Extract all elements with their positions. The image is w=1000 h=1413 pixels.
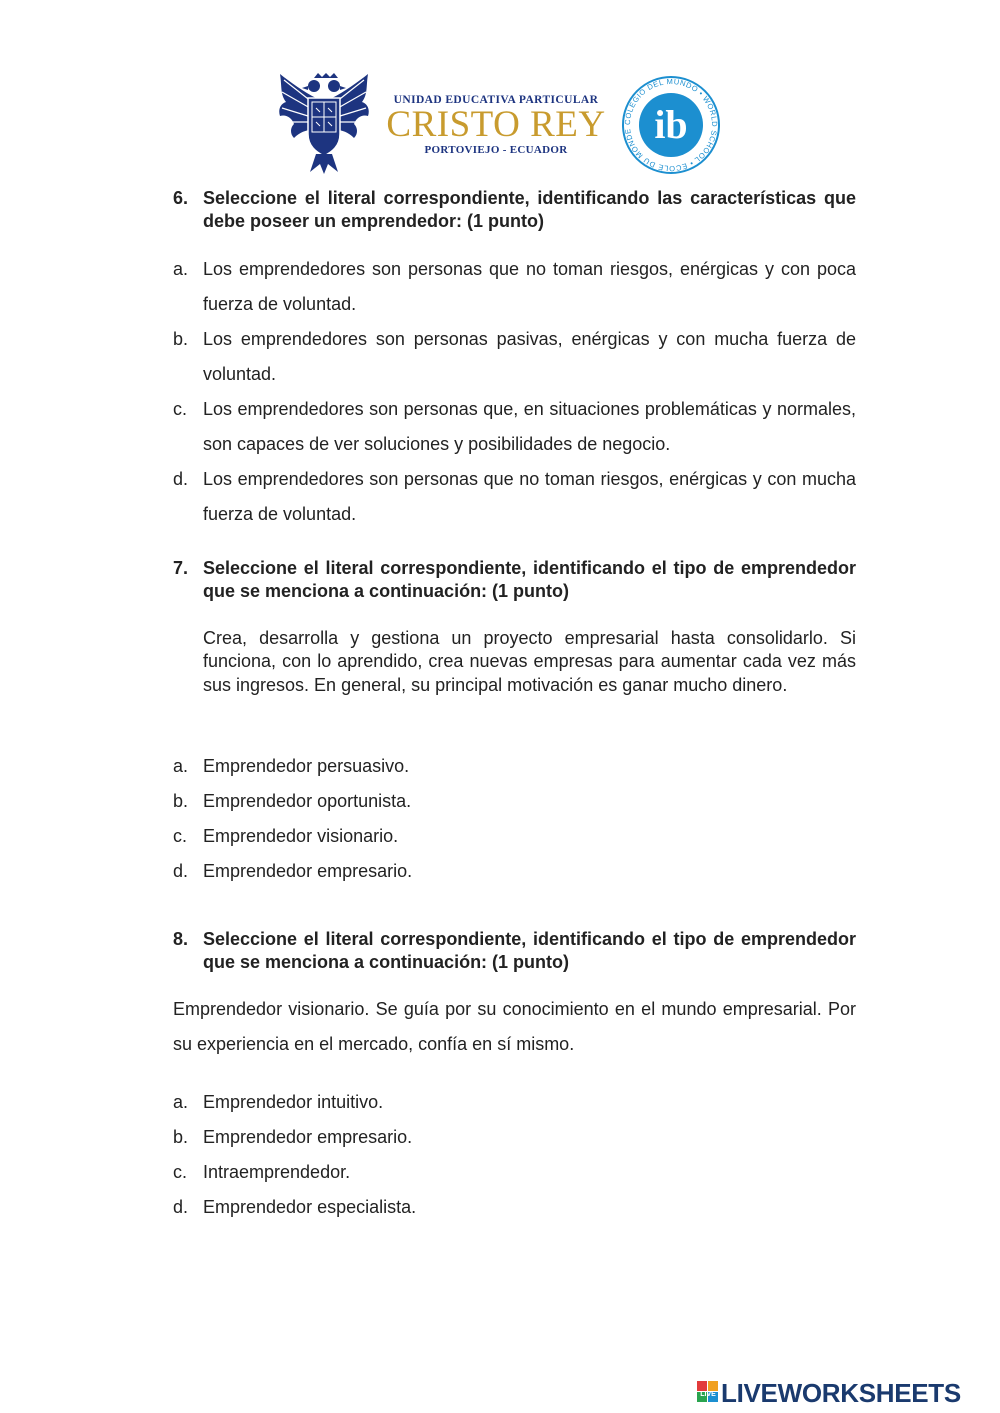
option-letter: d. (173, 861, 189, 881)
option-letter: c. (173, 826, 188, 846)
question-8-options (173, 1085, 856, 1225)
option-text: Emprendedor especialista. (203, 1197, 417, 1217)
option-b (173, 784, 856, 819)
ib-ring-text: COLEGIO DEL MUNDO • WORLD SCHOOL • ÉCOLE DU MONDE (622, 76, 720, 174)
option-letter: d. (173, 469, 189, 489)
question-text: Seleccione el literal correspondiente, identificando el tipo de emprendedor que se menciona a continuación: (1 punto) (203, 558, 856, 601)
question-8-prompt (173, 928, 856, 974)
option-d (173, 854, 856, 889)
option-text: Los emprendedores son personas que no toman riesgos, enérgicas y con mucha fuerza de voluntad. (203, 469, 856, 524)
option-text: Emprendedor intuitivo. (203, 1092, 384, 1112)
question-number: 7. (173, 558, 189, 578)
option-letter: b. (173, 329, 189, 349)
option-text: Emprendedor persuasivo. (203, 756, 410, 776)
option-b (173, 322, 856, 392)
option-a (173, 252, 856, 322)
option-letter: d. (173, 1197, 189, 1217)
question-7-options (173, 749, 856, 889)
question-7-description: Crea, desarrolla y gestiona un proyecto empresarial hasta consolidarlo. Si funciona, con lo aprendido, crea nuevas empresas para aumentar cada vez más sus ingresos. En general, su principal motivación es ganar mucho dinero. (203, 628, 856, 695)
option-text: Los emprendedores son personas que no toman riesgos, enérgicas y con poca fuerza de voluntad. (203, 259, 856, 314)
question-text: Seleccione el literal correspondiente, identificando las características que debe poseer un emprendedor: (1 punto) (203, 188, 856, 231)
ib-world-school-logo-icon (620, 74, 722, 176)
liveworksheets-badge-icon (697, 1381, 719, 1403)
option-text: Intraemprendedor. (203, 1162, 351, 1182)
option-letter: c. (173, 399, 188, 419)
option-letter: b. (173, 791, 189, 811)
option-c (173, 392, 856, 462)
option-letter: a. (173, 756, 189, 776)
option-letter: b. (173, 1127, 189, 1147)
question-number: 8. (173, 929, 189, 949)
option-letter: c. (173, 1162, 188, 1182)
ib-logo-text: ib (654, 102, 688, 147)
eagle-crest-icon (276, 72, 372, 174)
school-name: CRISTO REY (386, 104, 606, 145)
option-c (173, 819, 856, 854)
option-text: Los emprendedores son personas pasivas, enérgicas y con mucha fuerza de voluntad. (203, 329, 856, 384)
question-8-description: Emprendedor visionario. Se guía por su conocimiento en el mundo empresarial. Por su experiencia en el mercado, confía en sí mismo. (173, 999, 856, 1054)
option-b (173, 1120, 856, 1155)
option-text: Emprendedor empresario. (203, 861, 413, 881)
option-a (173, 749, 856, 784)
option-letter: a. (173, 1092, 189, 1112)
question-6-prompt (173, 187, 856, 233)
school-location: PORTOVIEJO - ECUADOR (424, 144, 568, 156)
school-type-label: UNIDAD EDUCATIVA PARTICULAR (393, 94, 599, 106)
question-text: Seleccione el literal correspondiente, identificando el tipo de emprendedor que se menciona a continuación: (1 punto) (203, 929, 856, 972)
question-7-prompt (173, 557, 856, 603)
option-text: Emprendedor oportunista. (203, 791, 412, 811)
option-d (173, 1190, 856, 1225)
question-number: 6. (173, 188, 189, 208)
liveworksheets-watermark (697, 1378, 997, 1408)
question-6-options (173, 252, 856, 532)
option-c (173, 1155, 856, 1190)
option-text: Los emprendedores son personas que, en situaciones problemáticas y normales, son capaces de ver soluciones y posibilidades de negocio. (203, 399, 856, 454)
badge-text: LIVE (700, 1391, 716, 1398)
option-text: Emprendedor empresario. (203, 1127, 413, 1147)
liveworksheets-text: LIVEWORKSHEETS (721, 1378, 961, 1408)
school-name-block (382, 94, 610, 156)
option-a (173, 1085, 856, 1120)
school-header (276, 72, 726, 176)
option-letter: a. (173, 259, 189, 279)
option-d (173, 462, 856, 532)
option-text: Emprendedor visionario. (203, 826, 399, 846)
